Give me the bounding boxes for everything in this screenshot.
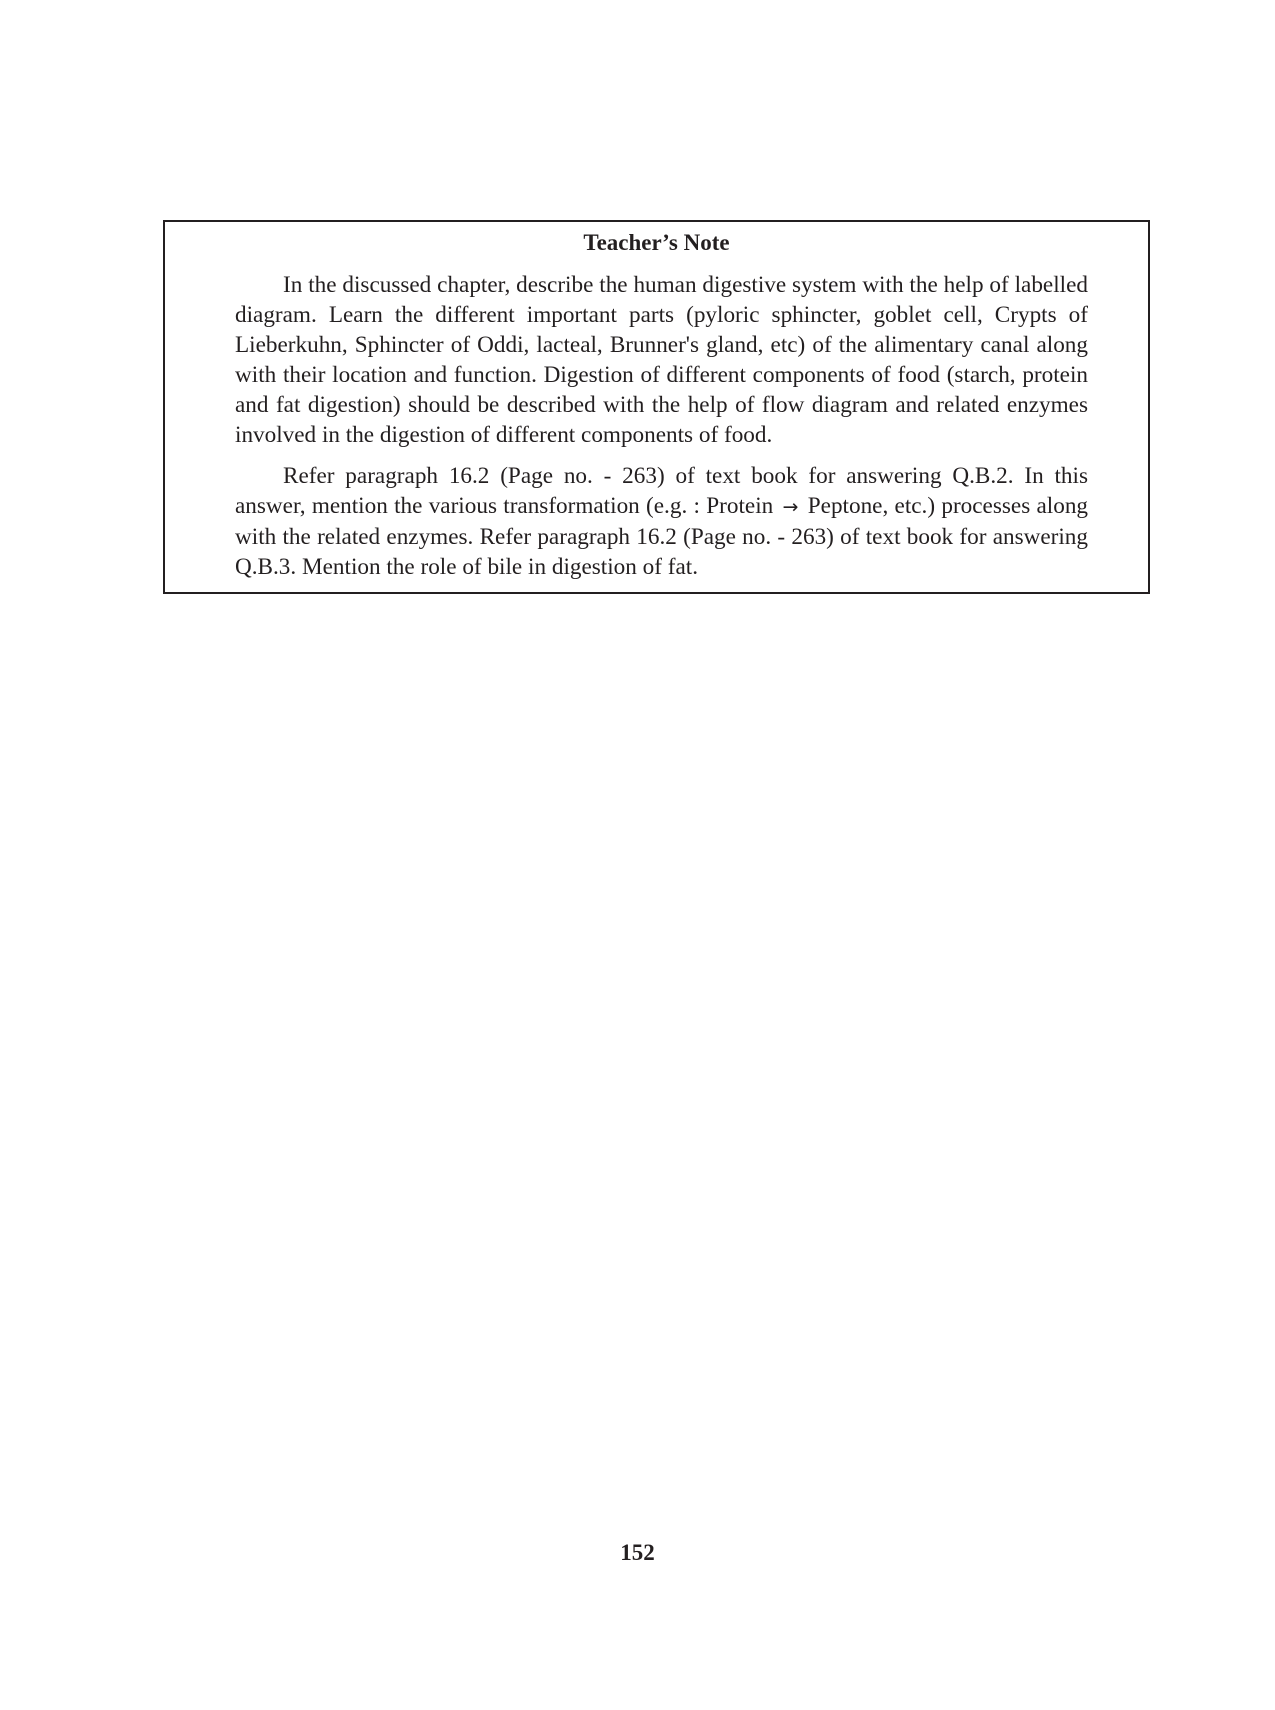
right-arrow-icon: → bbox=[782, 496, 799, 518]
paragraph-2-text-start: Refer paragraph 16.2 (Page no. - 263) of text book for answering Q.B.2. In this answer, mention the various transformation (e.g. : Protein bbox=[235, 463, 1088, 519]
teachers-note-box bbox=[163, 220, 1150, 594]
note-paragraph-2 bbox=[235, 461, 1088, 582]
page-number: 152 bbox=[620, 1540, 655, 1565]
paragraph-2-text-end: Peptone, etc.) processes along with the related enzymes. Refer paragraph 16.2 (Page no. - 263) of text book for answering Q.B.3. Mention the role of bile in digestion of fat. bbox=[235, 493, 1089, 580]
note-paragraph-1: In the discussed chapter, describe the human digestive system with the help of labelled diagram. Learn the different important parts (pyloric sphincter, goblet cell, Crypts of Lieberkuhn, Sphincter of Oddi, lacteal, Brunner's gland, etc) of the alimentary canal along with their location and function. Digestion of different components of food (starch, protein and fat digestion) should be described with the help of flow diagram and related enzymes involved in the digestion of different components of food. bbox=[235, 272, 1088, 448]
note-title: Teacher’s Note bbox=[583, 230, 730, 255]
